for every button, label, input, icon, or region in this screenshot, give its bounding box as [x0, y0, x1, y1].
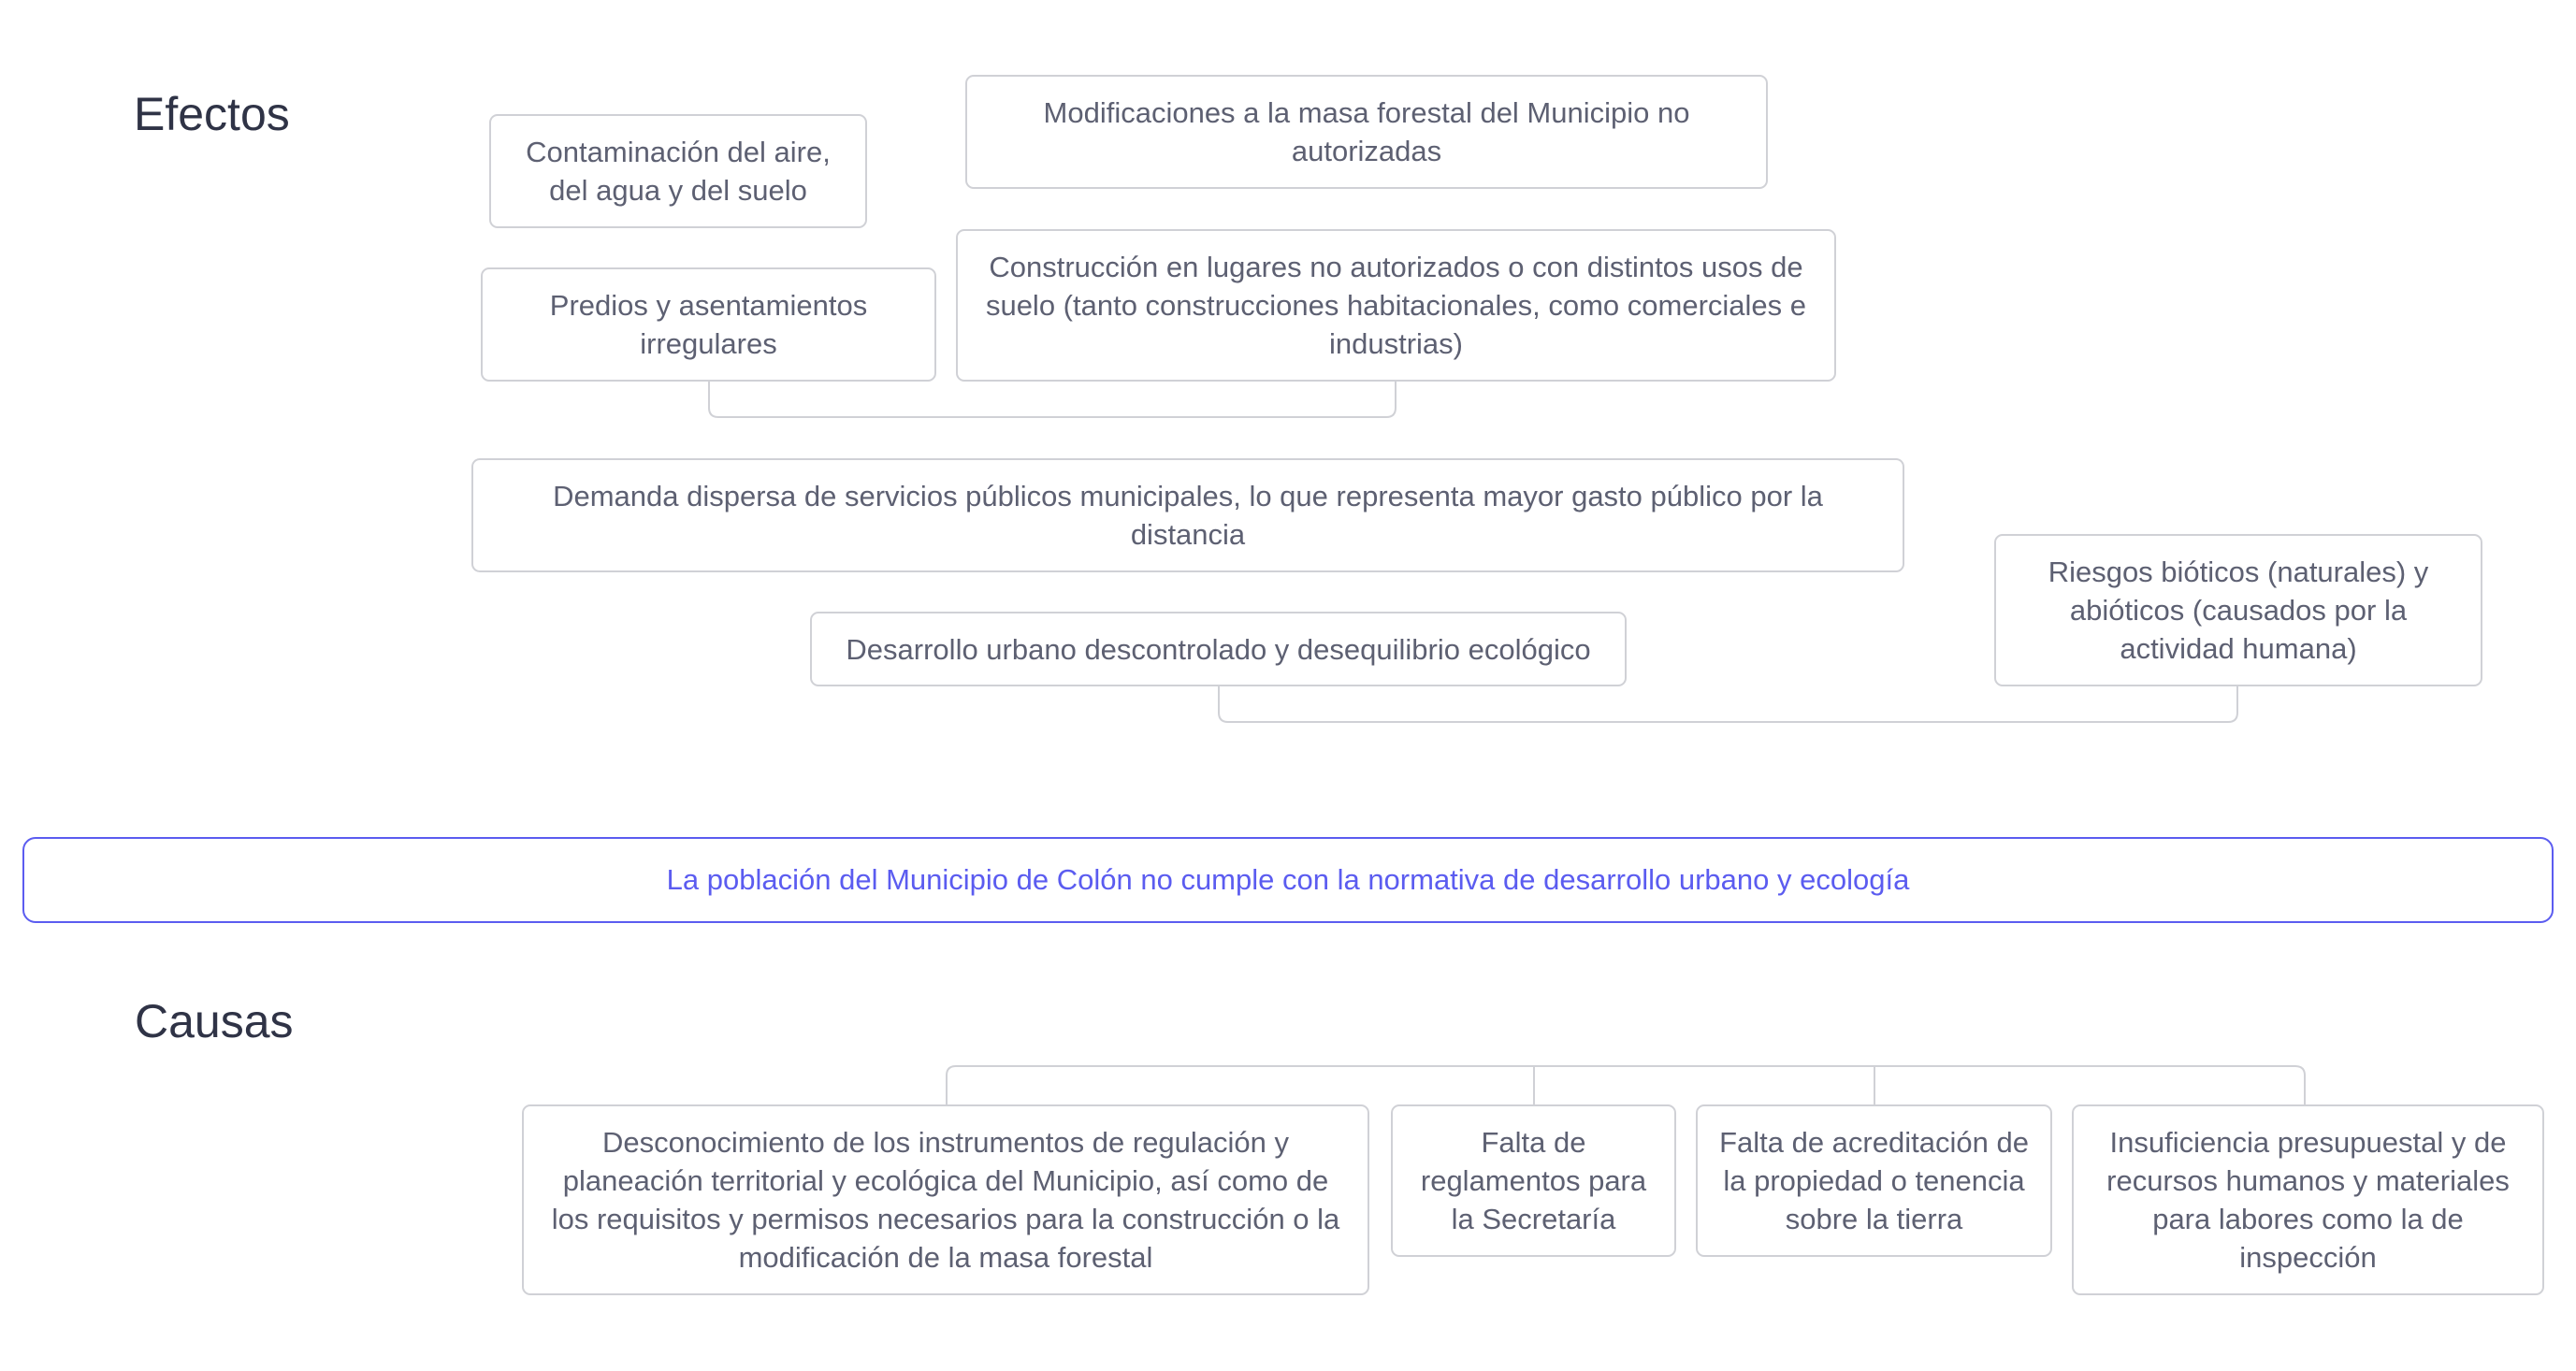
effect-predios[interactable]: Predios y asentamientos irregulares: [481, 267, 936, 382]
cause-acreditacion[interactable]: Falta de acreditación de la propiedad o tenencia sobre la tierra: [1696, 1104, 2052, 1257]
effect-contaminacion[interactable]: Contaminación del aire, del agua y del suelo: [489, 114, 867, 228]
effect-masa-forestal[interactable]: Modificaciones a la masa forestal del Municipio no autorizadas: [965, 75, 1768, 189]
connector-desarrollo-riesgos: [1219, 686, 2237, 722]
connector-predios-construccion: [709, 380, 1396, 417]
causes-title: Causas: [135, 995, 294, 1047]
effect-riesgos[interactable]: Riesgos bióticos (naturales) y abióticos (causados por la actividad humana): [1994, 534, 2482, 686]
cause-reglamentos[interactable]: Falta de reglamentos para la Secretaría: [1391, 1104, 1676, 1257]
cause-desconocimiento[interactable]: Desconocimiento de los instrumentos de regulación y planeación territorial y ecológica del Municipio, así como de los requisitos y permisos necesarios para la construcción o la modificación de la masa forestal: [522, 1104, 1369, 1295]
connector-causes: [947, 1066, 2305, 1104]
effect-desarrollo[interactable]: Desarrollo urbano descontrolado y desequilibrio ecológico: [810, 612, 1627, 686]
effects-title: Efectos: [134, 88, 290, 140]
effect-demanda[interactable]: Demanda dispersa de servicios públicos municipales, lo que representa mayor gasto público por la distancia: [471, 458, 1904, 572]
cause-insuficiencia[interactable]: Insuficiencia presupuestal y de recursos humanos y materiales para labores como la de inspección: [2072, 1104, 2544, 1295]
central-problem[interactable]: La población del Municipio de Colón no cumple con la normativa de desarrollo urbano y ecología: [22, 837, 2554, 923]
effect-construccion[interactable]: Construcción en lugares no autorizados o con distintos usos de suelo (tanto construcciones habitacionales, como comerciales e industrias): [956, 229, 1836, 382]
